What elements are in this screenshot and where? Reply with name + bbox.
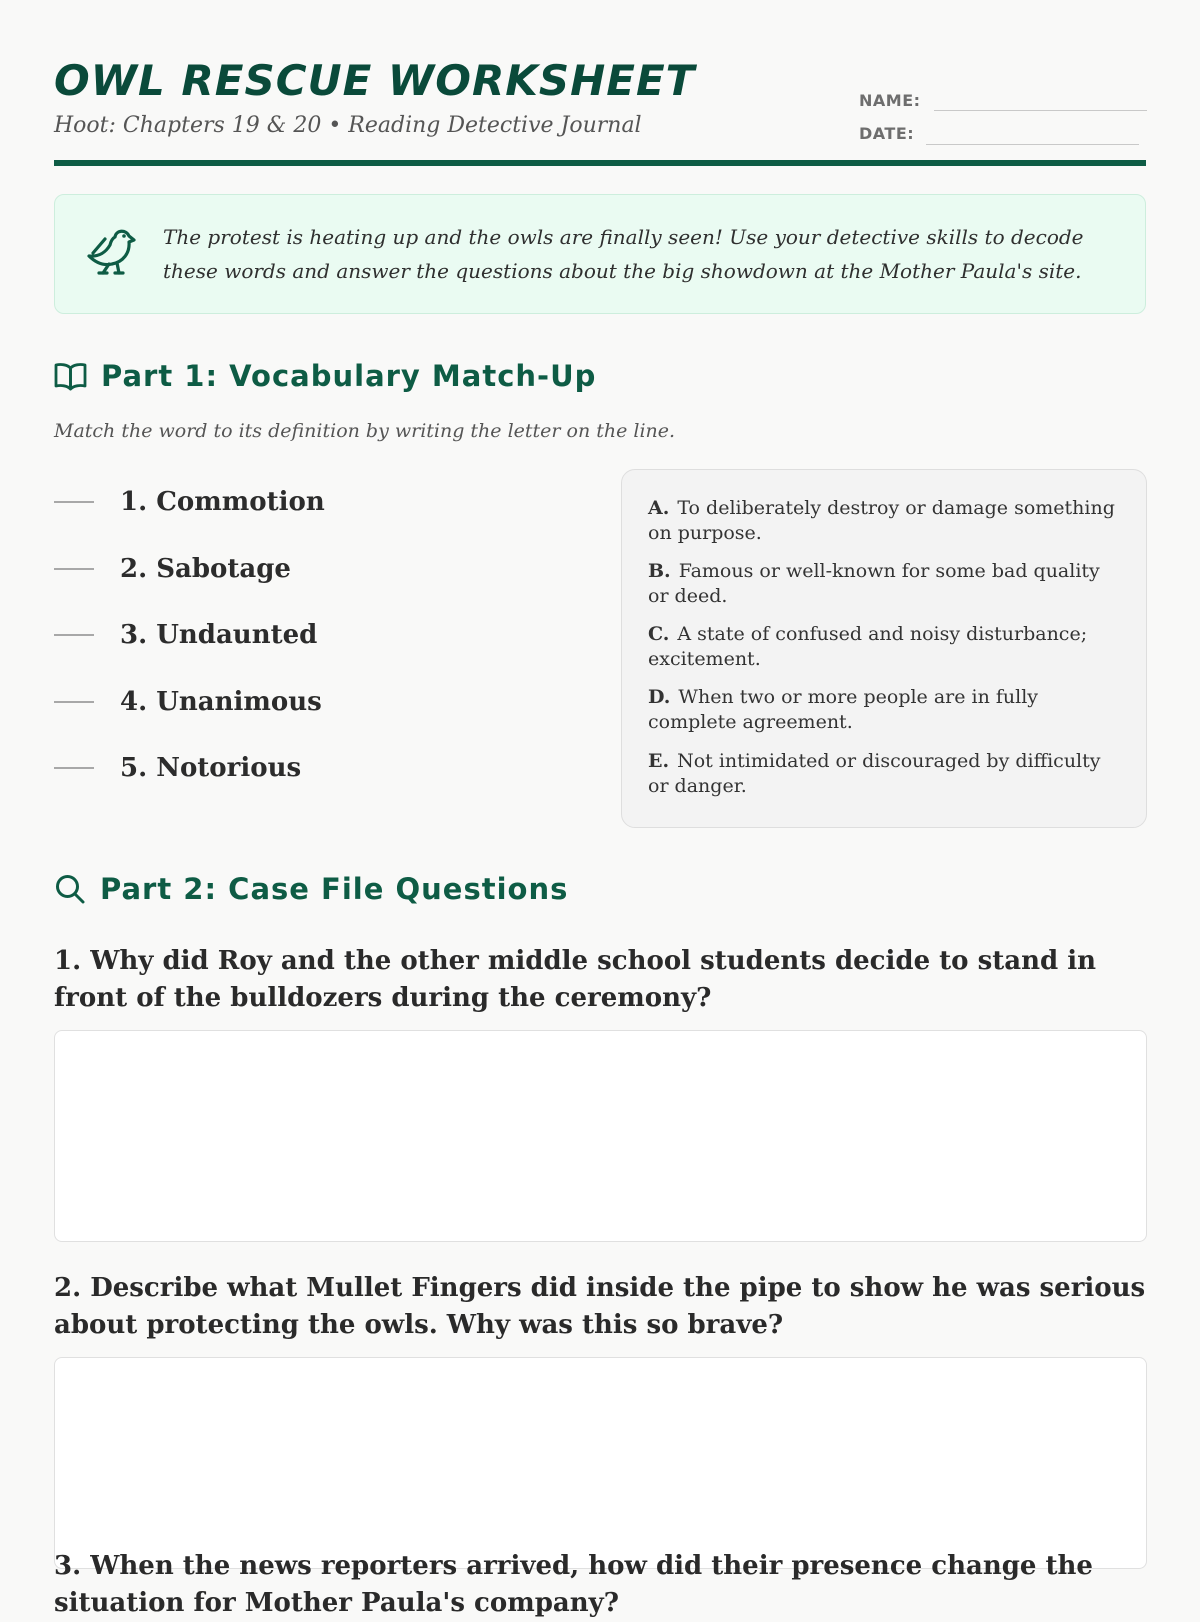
intro-box	[54, 194, 1146, 314]
answer-box[interactable]	[54, 1357, 1147, 1569]
question-text: 2. Describe what Mullet Fingers did inside the pipe to show he was serious about protecting the owls. Why was this so brave?	[54, 1273, 1146, 1340]
bird-icon	[83, 225, 137, 277]
name-field[interactable]	[934, 110, 1147, 111]
definition-text: Not intimidated or discouraged by difficulty or danger.	[648, 750, 1101, 797]
definitions-box	[621, 469, 1147, 828]
definition-text: A state of confused and noisy disturbance; excitement.	[648, 623, 1088, 670]
part1-instruction: Match the word to its definition by writing the letter on the line.	[54, 420, 676, 442]
part1-heading-text: Part 1: Vocabulary Match-Up	[101, 359, 597, 393]
definition-letter: A.	[648, 497, 670, 519]
answer-blank[interactable]	[54, 701, 94, 703]
name-label: NAME:	[859, 91, 921, 110]
definition-text: To deliberately destroy or damage something on purpose.	[648, 497, 1115, 544]
vocab-item	[54, 549, 291, 589]
definition-item	[648, 496, 1123, 546]
vocab-word: 2. Sabotage	[120, 554, 291, 584]
vocab-word: 3. Undaunted	[120, 620, 318, 650]
definition-item	[648, 685, 1123, 735]
definition-letter: D.	[648, 686, 671, 708]
vocab-item	[54, 748, 301, 788]
header-divider	[54, 160, 1146, 166]
answer-box[interactable]	[54, 1030, 1147, 1242]
definition-item	[648, 749, 1123, 799]
definition-letter: E.	[648, 750, 670, 772]
definition-letter: C.	[648, 623, 670, 645]
book-open-icon	[54, 361, 87, 391]
definition-text: When two or more people are in fully complete agreement.	[648, 686, 1039, 733]
definition-letter: B.	[648, 560, 671, 582]
answer-blank[interactable]	[54, 501, 94, 503]
vocab-item	[54, 615, 317, 655]
part1-heading	[54, 359, 596, 393]
worksheet-title: OWL RESCUE WORKSHEET	[54, 56, 696, 105]
answer-blank[interactable]	[54, 634, 94, 636]
intro-text: The protest is heating up and the owls are finally seen! Use your detective skills to decode these words and answer the questions about the big showdown at the Mother Paula's site.	[163, 225, 1084, 283]
definition-item	[648, 559, 1123, 609]
answer-blank[interactable]	[54, 568, 94, 570]
definition-text: Famous or well-known for some bad quality or deed.	[648, 560, 1100, 607]
search-icon	[54, 873, 86, 905]
vocab-word: 4. Unanimous	[120, 687, 322, 717]
part2-heading	[54, 872, 568, 906]
date-field[interactable]	[926, 144, 1139, 145]
definition-item	[648, 622, 1123, 672]
part2-heading-text: Part 2: Case File Questions	[100, 872, 569, 906]
date-label: DATE:	[859, 124, 915, 143]
worksheet-subtitle: Hoot: Chapters 19 & 20 • Reading Detective Journal	[54, 113, 642, 138]
vocab-word: 5. Notorious	[120, 753, 302, 783]
question-text: 3. When the news reporters arrived, how did their presence change the situation for Mother Paula's company?	[54, 1551, 1093, 1618]
vocab-item	[54, 682, 322, 722]
answer-blank[interactable]	[54, 767, 94, 769]
question-text: 1. Why did Roy and the other middle school students decide to stand in front of the bulldozers during the ceremony?	[54, 946, 1096, 1013]
vocab-word: 1. Commotion	[120, 487, 325, 517]
vocab-item	[54, 482, 325, 522]
